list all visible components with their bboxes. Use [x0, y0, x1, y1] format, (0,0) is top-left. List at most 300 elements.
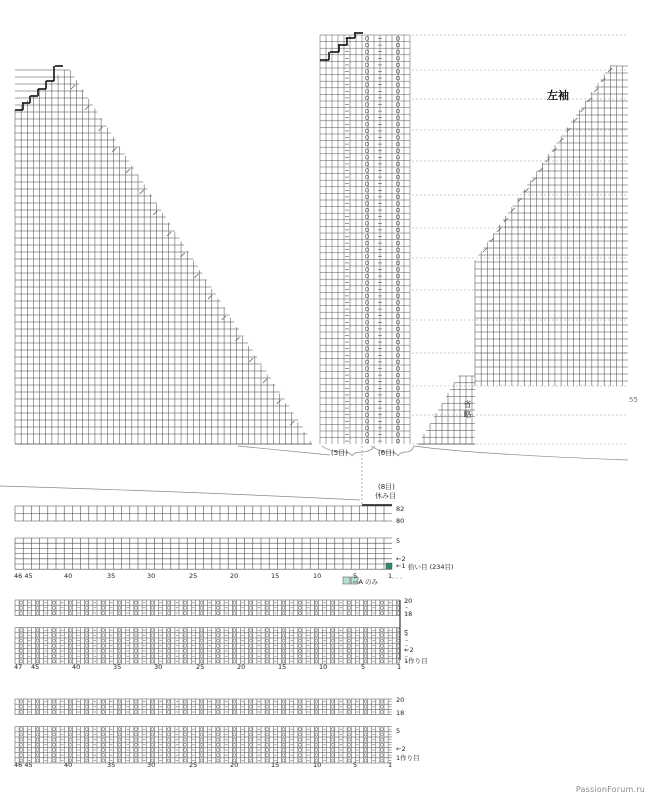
ribC-twist: [364, 733, 367, 736]
ribB-twist: [20, 639, 23, 642]
ribC-twist: [184, 733, 187, 736]
axis-tick: 1: [388, 761, 393, 769]
ribB-twist: [200, 611, 203, 614]
ribB-twist: [167, 655, 170, 658]
ribB-twist: [299, 644, 302, 647]
ribC-twist: [233, 700, 236, 703]
ribB-twist: [315, 639, 318, 642]
axis-tick: 5: [353, 572, 358, 580]
ribC-twist: [233, 728, 236, 731]
ribC-twist: [184, 738, 187, 741]
ribB-twist: [249, 660, 252, 663]
ribB-twist: [20, 649, 23, 652]
ribB-twist: [151, 644, 154, 647]
omit-char-2: 略: [463, 410, 472, 419]
ribB-twist: [151, 639, 154, 642]
ribC-twist: [266, 748, 269, 751]
ribB-twist: [167, 606, 170, 609]
ribC-twist: [299, 759, 302, 762]
ribB-twist: [85, 655, 88, 658]
ribC-twist: [135, 759, 138, 762]
ribB-twist: [331, 660, 334, 663]
axis-tick: 30: [147, 572, 156, 580]
ribB-twist: [282, 606, 285, 609]
ribC-twist: [348, 710, 351, 713]
ribC-twist: [331, 754, 334, 757]
ribC-twist: [233, 705, 236, 708]
ribC-twist: [118, 743, 121, 746]
ribC-twist: [315, 728, 318, 731]
ribC-twist: [217, 754, 220, 757]
ribC-twist: [217, 700, 220, 703]
ribB-twist: [85, 611, 88, 614]
pickup-label: 拾い目 (234目): [408, 563, 454, 571]
ribC-twist: [217, 748, 220, 751]
ribC-twist: [282, 743, 285, 746]
ribC-twist: [151, 748, 154, 751]
ribC-twist: [118, 705, 121, 708]
ribB-twist: [69, 611, 72, 614]
axis-tick: 35: [107, 761, 116, 769]
ribB-twist: [299, 660, 302, 663]
ribB-twist: [36, 649, 39, 652]
axis-tick: 15: [278, 663, 287, 671]
ribB-twist: [118, 611, 121, 614]
ribC-twist: [118, 733, 121, 736]
cast-on-b: 1作り目: [404, 657, 428, 665]
ribB-twist: [200, 644, 203, 647]
ribC-twist: [135, 705, 138, 708]
ribB-twist: [282, 644, 285, 647]
ribB-twist: [364, 601, 367, 604]
axis-tick: 20: [237, 663, 246, 671]
ribB-twist: [53, 601, 56, 604]
ribC-twist: [200, 733, 203, 736]
ribC-twist: [266, 705, 269, 708]
ribC-twist: [36, 700, 39, 703]
ribB-twist: [102, 606, 105, 609]
ribC-twist: [151, 728, 154, 731]
ribC-twist: [167, 748, 170, 751]
ribC-twist: [266, 743, 269, 746]
ribB-twist: [315, 649, 318, 652]
ribC-twist: [217, 743, 220, 746]
ribB-twist: [315, 660, 318, 663]
omit-char-1: 省: [463, 400, 472, 409]
axis-tick: 47: [14, 663, 23, 671]
ribC-twist: [167, 754, 170, 757]
ribC-twist: [135, 700, 138, 703]
row-80: 80: [396, 517, 405, 525]
ribC-twist: [36, 759, 39, 762]
ribC-twist: [282, 700, 285, 703]
ribB-twist: [151, 655, 154, 658]
increase-mark: [539, 168, 543, 172]
ribC-twist: [200, 759, 203, 762]
ribC-twist: [69, 700, 72, 703]
decrease-mark: [222, 316, 226, 320]
ribB-twist: [69, 649, 72, 652]
ribC-twist: [135, 748, 138, 751]
ribB-twist: [69, 629, 72, 632]
ribC-twist: [151, 743, 154, 746]
ribC-twist: [53, 700, 56, 703]
ribC-twist: [36, 728, 39, 731]
ribC-twist: [184, 754, 187, 757]
ribC-twist: [20, 700, 23, 703]
ribC-twist: [249, 705, 252, 708]
ribC-twist: [118, 754, 121, 757]
axis-tick: 35: [113, 663, 122, 671]
ribC-twist: [53, 710, 56, 713]
increase-mark: [594, 88, 598, 92]
ribC-twist: [364, 748, 367, 751]
ribB-twist: [364, 655, 367, 658]
ribC-twist: [249, 748, 252, 751]
increase-mark: [525, 188, 529, 192]
ribC-twist: [53, 759, 56, 762]
ribC-twist: [381, 710, 384, 713]
row-1-a: ←1: [396, 562, 406, 570]
ribB-twist: [36, 639, 39, 642]
ribC-twist: [20, 733, 23, 736]
ribC-twist: [364, 705, 367, 708]
ribC-twist: [102, 759, 105, 762]
ribB-twist: [331, 634, 334, 637]
ribC-twist: [315, 710, 318, 713]
ribB-twist: [249, 649, 252, 652]
ribB-twist: [217, 655, 220, 658]
ribB-twist: [184, 611, 187, 614]
ribC-twist: [53, 754, 56, 757]
ribC-twist: [36, 754, 39, 757]
ribC-twist: [299, 748, 302, 751]
ribB-twist: [85, 639, 88, 642]
ribC-twist: [53, 748, 56, 751]
row-82: 82: [396, 505, 405, 513]
axis-tick: 46 45: [14, 761, 33, 769]
ribC-twist: [20, 748, 23, 751]
ribC-twist: [69, 710, 72, 713]
ribC-twist: [233, 738, 236, 741]
ribB-twist: [200, 639, 203, 642]
ribB-twist: [217, 629, 220, 632]
ribC-twist: [151, 700, 154, 703]
ribC-twist: [249, 743, 252, 746]
ribB-twist: [364, 629, 367, 632]
ribC-twist: [348, 733, 351, 736]
ribB-twist: [331, 655, 334, 658]
ribB-twist: [266, 606, 269, 609]
ribB-twist: [167, 601, 170, 604]
row-5-a: 5: [396, 537, 401, 545]
ribB-twist: [397, 639, 400, 642]
ribB-twist: [102, 644, 105, 647]
ribB-twist: [282, 634, 285, 637]
ribB-twist: [217, 660, 220, 663]
ribB-twist: [233, 655, 236, 658]
ribB-twist: [331, 606, 334, 609]
ribB-twist: [348, 660, 351, 663]
ribB-twist: [36, 644, 39, 647]
ribC-twist: [266, 710, 269, 713]
ribB-twist: [233, 644, 236, 647]
ribB-twist: [118, 655, 121, 658]
ribC-twist: [315, 733, 318, 736]
ribC-twist: [85, 759, 88, 762]
ribC-twist: [381, 738, 384, 741]
label-six-stitches: (6目): [378, 449, 395, 457]
row-18-c: 18: [396, 709, 405, 717]
ribB-twist: [69, 655, 72, 658]
ribB-twist: [233, 649, 236, 652]
ribC-twist: [299, 754, 302, 757]
ribB-twist: [20, 629, 23, 632]
ribB-twist: [53, 634, 56, 637]
ribC-twist: [282, 748, 285, 751]
ribB-twist: [135, 660, 138, 663]
ribC-twist: [167, 728, 170, 731]
ribB-twist: [200, 655, 203, 658]
ribC-twist: [200, 738, 203, 741]
cast-on-c: 1作り目: [396, 754, 420, 762]
axis-tick: 15: [271, 572, 280, 580]
ribC-twist: [315, 738, 318, 741]
ribC-twist: [381, 728, 384, 731]
ribC-twist: [167, 743, 170, 746]
ribC-twist: [69, 738, 72, 741]
increase-mark: [497, 228, 501, 232]
ribB-twist: [397, 644, 400, 647]
increase-mark: [511, 208, 515, 212]
ribB-twist: [118, 629, 121, 632]
axis-tick: 40: [72, 663, 81, 671]
axis-tick: 30: [147, 761, 156, 769]
ribB-twist: [299, 649, 302, 652]
ribB-twist: [331, 649, 334, 652]
ribC-twist: [348, 743, 351, 746]
ribC-twist: [348, 705, 351, 708]
ribC-twist: [20, 754, 23, 757]
ribC-twist: [381, 743, 384, 746]
ribB-twist: [381, 629, 384, 632]
ribB-twist: [167, 634, 170, 637]
axis-tick: 46 45: [14, 572, 33, 580]
ribB-twist: [36, 606, 39, 609]
ribC-twist: [315, 705, 318, 708]
increase-mark: [560, 138, 564, 142]
decrease-mark: [263, 379, 267, 383]
ribB-twist: [299, 634, 302, 637]
ribB-twist: [381, 611, 384, 614]
ribB-twist: [167, 660, 170, 663]
ribB-twist: [315, 611, 318, 614]
ribB-twist: [348, 639, 351, 642]
ribB-twist: [151, 634, 154, 637]
ribC-twist: [381, 700, 384, 703]
ribB-twist: [118, 639, 121, 642]
decrease-mark: [249, 358, 253, 362]
ribC-twist: [184, 743, 187, 746]
axis-tick: 5: [353, 761, 358, 769]
axis-tick: 20: [230, 761, 239, 769]
legend-only: ＝A のみ: [352, 578, 379, 586]
ribC-twist: [167, 705, 170, 708]
ribC-twist: [364, 759, 367, 762]
ribC-twist: [102, 705, 105, 708]
ribC-twist: [331, 705, 334, 708]
ribB-twist: [200, 634, 203, 637]
decrease-mark: [181, 253, 185, 257]
ribB-twist: [53, 660, 56, 663]
ribC-twist: [364, 743, 367, 746]
ribC-twist: [167, 738, 170, 741]
ribC-twist: [249, 700, 252, 703]
ribB-twist: [381, 655, 384, 658]
ribC-twist: [135, 743, 138, 746]
ribB-twist: [282, 655, 285, 658]
axis-tick: 20: [230, 572, 239, 580]
ribB-twist: [167, 644, 170, 647]
ribB-twist: [135, 639, 138, 642]
ribC-twist: [69, 754, 72, 757]
ribB-twist: [102, 629, 105, 632]
axis-tick: 15: [271, 761, 280, 769]
ribC-twist: [102, 748, 105, 751]
ribC-twist: [102, 728, 105, 731]
increase-mark: [532, 178, 536, 182]
ribC-twist: [266, 738, 269, 741]
decrease-mark: [208, 295, 212, 299]
ribB-twist: [249, 634, 252, 637]
decrease-mark: [112, 148, 116, 152]
ribB-twist: [85, 644, 88, 647]
ribC-twist: [249, 754, 252, 757]
ribC-twist: [85, 743, 88, 746]
ribC-twist: [53, 738, 56, 741]
ribC-twist: [200, 710, 203, 713]
ribC-twist: [184, 728, 187, 731]
ribC-twist: [118, 759, 121, 762]
ribB-twist: [184, 634, 187, 637]
ribC-twist: [102, 700, 105, 703]
ribC-twist: [184, 748, 187, 751]
ribB-twist: [266, 634, 269, 637]
ribB-twist: [85, 649, 88, 652]
ribC-twist: [200, 754, 203, 757]
ribB-twist: [135, 655, 138, 658]
ribC-twist: [151, 754, 154, 757]
ribB-twist: [348, 611, 351, 614]
axis-tick: 10: [313, 761, 322, 769]
ribC-twist: [299, 705, 302, 708]
ribC-twist: [381, 705, 384, 708]
ribC-twist: [184, 710, 187, 713]
ribB-twist: [184, 660, 187, 663]
ribB-twist: [233, 660, 236, 663]
ribB-twist: [135, 629, 138, 632]
ribC-twist: [69, 705, 72, 708]
ribB-twist: [299, 611, 302, 614]
ribB-twist: [53, 655, 56, 658]
ribB-twist: [249, 611, 252, 614]
ribC-twist: [85, 748, 88, 751]
ribB-twist: [233, 611, 236, 614]
ribC-twist: [36, 738, 39, 741]
ribB-twist: [184, 649, 187, 652]
ribB-twist: [315, 601, 318, 604]
axis-tick: 10: [319, 663, 328, 671]
legend-swatch-1: [343, 577, 350, 584]
ribC-twist: [85, 710, 88, 713]
ribB-twist: [200, 629, 203, 632]
ribB-twist: [266, 649, 269, 652]
ribC-twist: [217, 738, 220, 741]
axis-tick: 25: [189, 761, 198, 769]
ribC-twist: [20, 738, 23, 741]
ribB-twist: [233, 634, 236, 637]
row-20-c: 20: [396, 696, 405, 704]
ribC-twist: [36, 743, 39, 746]
ribB-twist: [348, 634, 351, 637]
brace-five: [322, 446, 375, 456]
row-18-b: 18: [404, 610, 413, 618]
ribC-twist: [102, 738, 105, 741]
ribB-twist: [249, 655, 252, 658]
ribC-twist: [282, 738, 285, 741]
decrease-mark: [126, 169, 130, 173]
ribC-twist: [266, 733, 269, 736]
ribC-twist: [118, 738, 121, 741]
ribB-twist: [315, 644, 318, 647]
ribB-twist: [118, 644, 121, 647]
label-five-stitches: (5目): [331, 449, 348, 457]
ribB-twist: [217, 644, 220, 647]
ribB-twist: [364, 634, 367, 637]
ribC-twist: [167, 710, 170, 713]
ribC-twist: [118, 748, 121, 751]
ribC-twist: [233, 710, 236, 713]
decrease-mark: [236, 337, 240, 341]
ribC-twist: [85, 738, 88, 741]
ribB-twist: [266, 655, 269, 658]
ribB-twist: [249, 639, 252, 642]
ribC-twist: [151, 710, 154, 713]
ribB-twist: [331, 629, 334, 632]
ribB-twist: [69, 639, 72, 642]
ribC-twist: [20, 728, 23, 731]
ribB-twist: [217, 649, 220, 652]
ribB-twist: [135, 649, 138, 652]
omit-note: [463, 400, 472, 420]
ribC-twist: [266, 700, 269, 703]
ribB-twist: [364, 606, 367, 609]
ribC-twist: [331, 710, 334, 713]
ribB-twist: [249, 629, 252, 632]
ribB-twist: [331, 611, 334, 614]
row-20-b: 20: [404, 597, 413, 605]
ribC-twist: [167, 700, 170, 703]
ribC-twist: [299, 743, 302, 746]
ribC-twist: [266, 728, 269, 731]
curve-left: [238, 446, 330, 455]
ribB-twist: [364, 639, 367, 642]
ribC-twist: [233, 748, 236, 751]
ribB-twist: [151, 629, 154, 632]
ribB-twist: [200, 601, 203, 604]
ribB-twist: [397, 601, 400, 604]
ribC-twist: [217, 710, 220, 713]
